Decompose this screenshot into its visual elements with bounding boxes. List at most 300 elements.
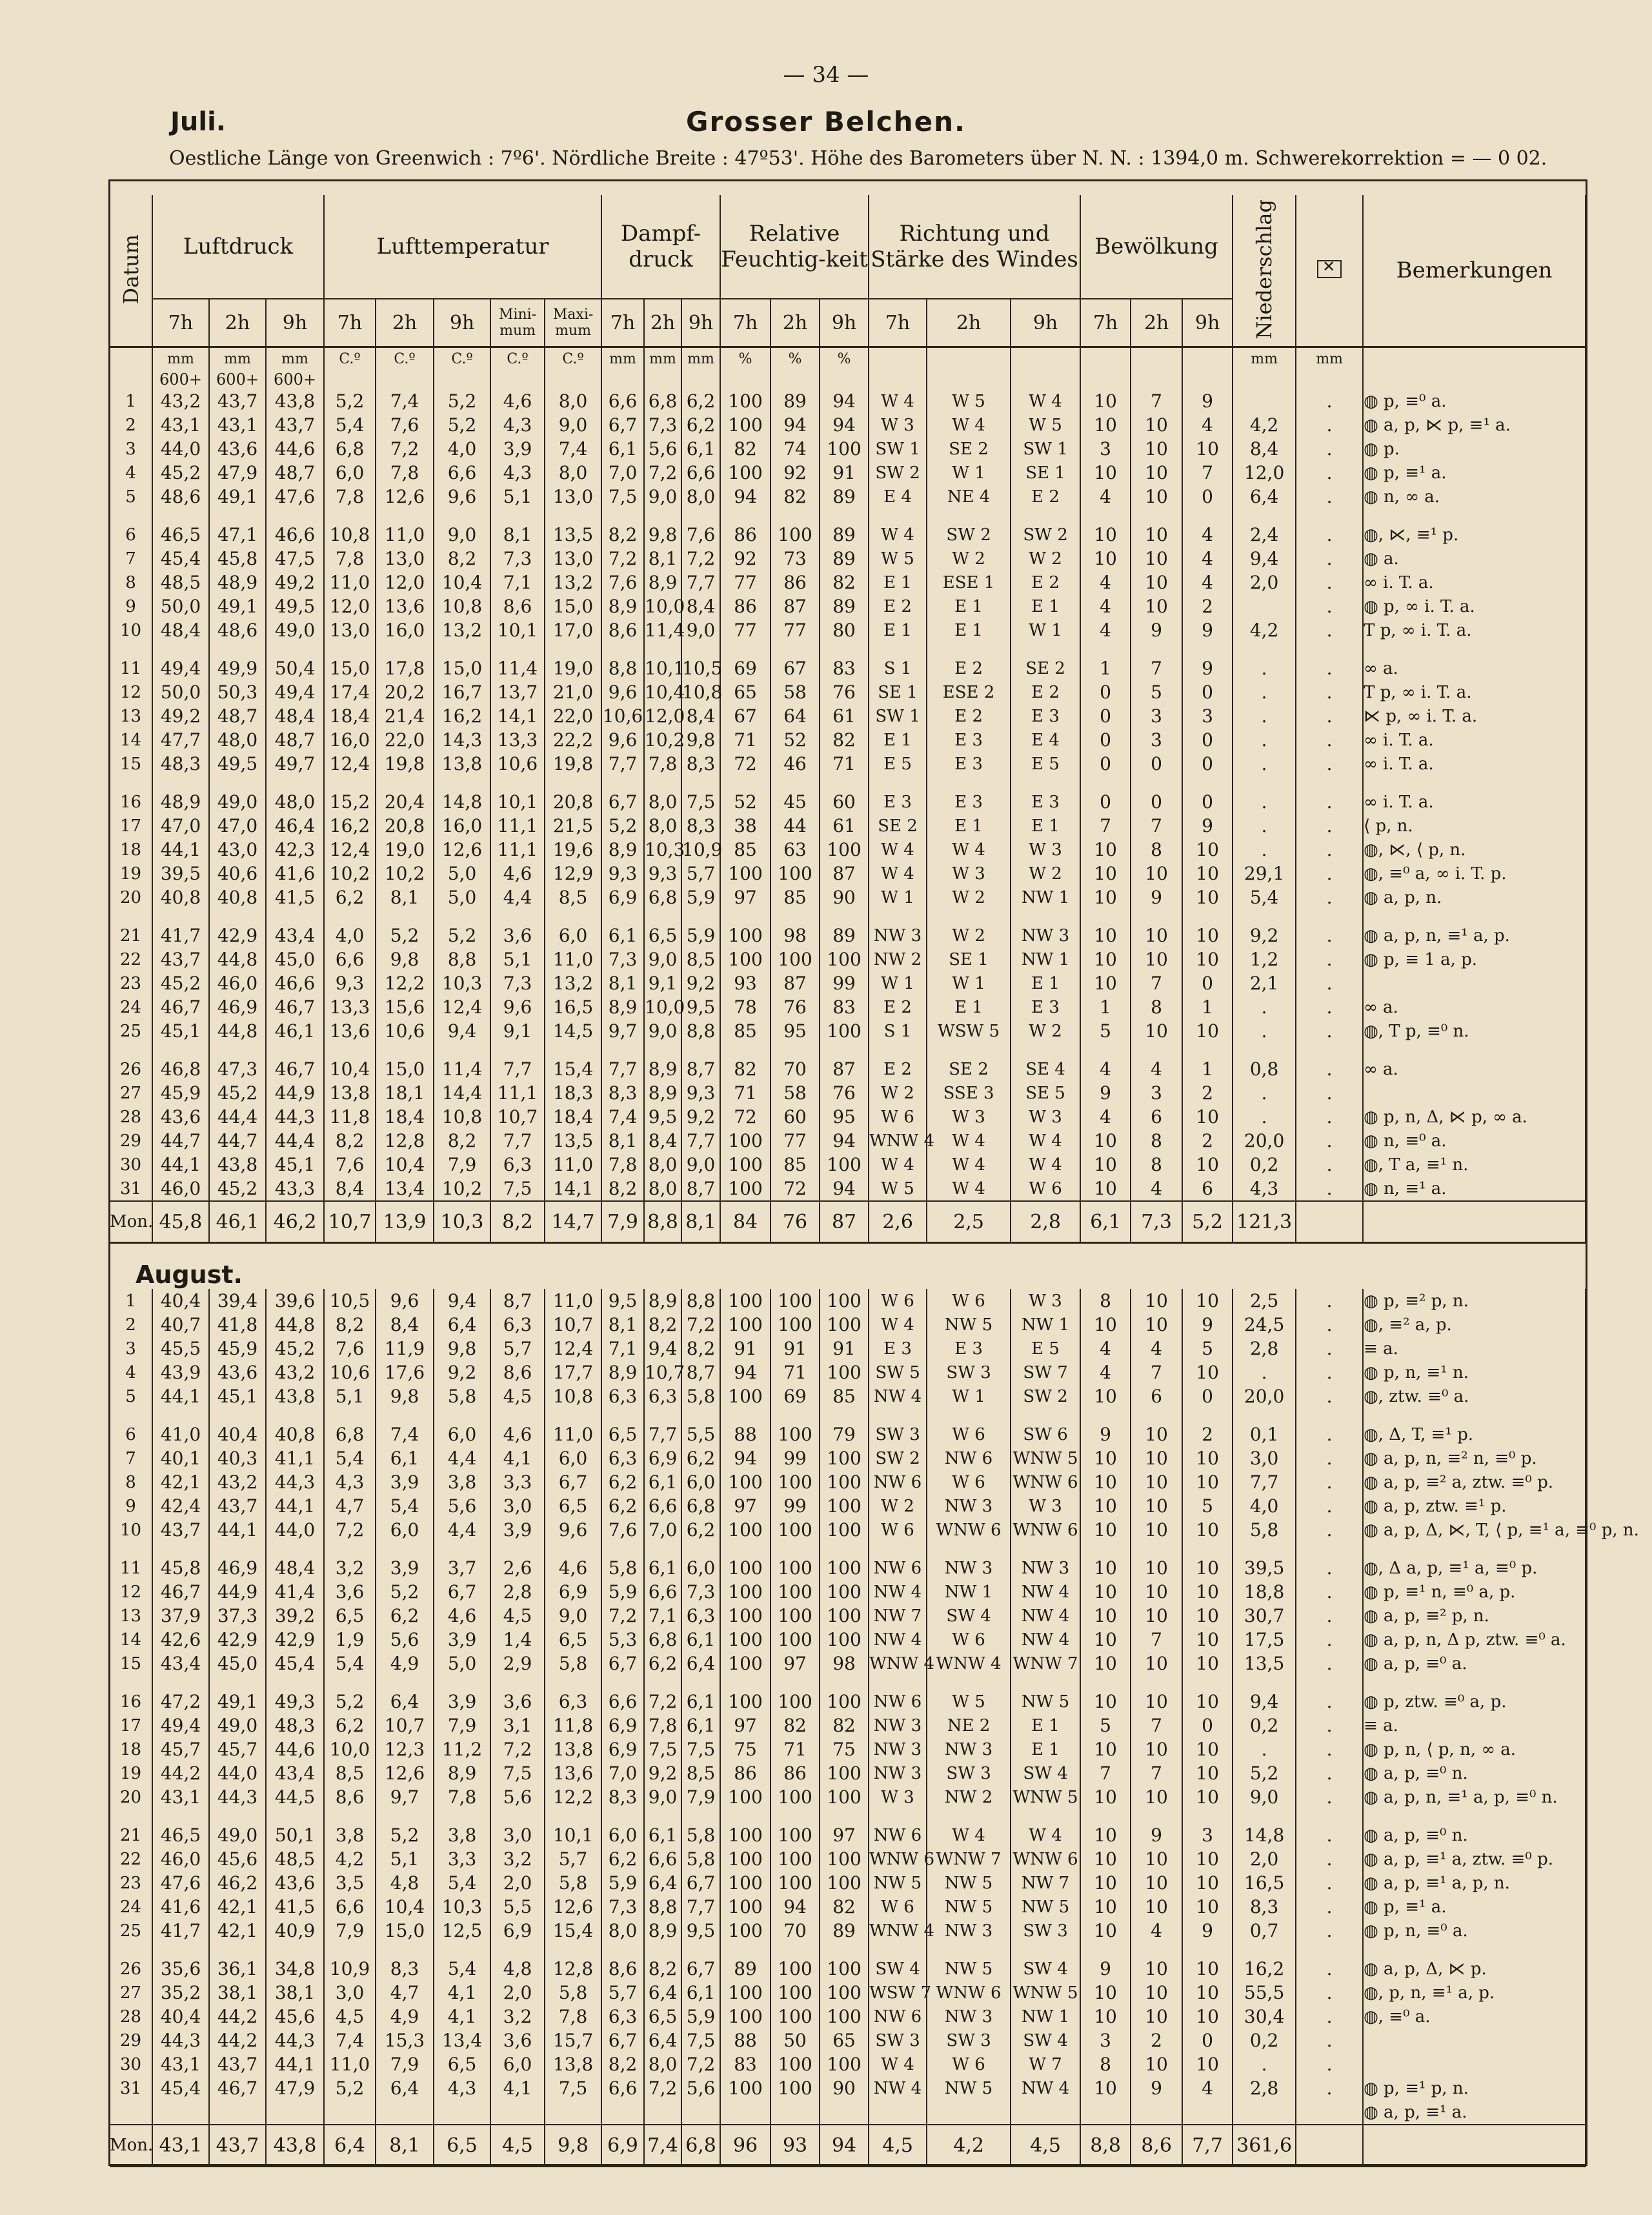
data-cell: 30	[110, 1153, 152, 1177]
gap-cell	[376, 509, 434, 523]
data-cell: 8,4	[644, 1129, 681, 1153]
data-cell: 44,1	[266, 2052, 324, 2076]
mon-empty	[1296, 1201, 1363, 1243]
data-cell: 48,0	[209, 728, 266, 752]
data-cell: 4,0	[434, 437, 490, 461]
data-cell: 6,5	[601, 1422, 644, 1446]
group-gap	[110, 909, 1586, 924]
gap-cell	[266, 1408, 324, 1422]
data-cell: 44,3	[266, 1105, 324, 1129]
data-cell: 10	[1080, 523, 1131, 547]
base-empty	[820, 370, 869, 389]
data-cell: 44,0	[209, 1761, 266, 1785]
mon-cell: 8,1	[681, 1201, 720, 1243]
data-cell: 4	[1182, 523, 1233, 547]
data-cell: 10	[1131, 1422, 1182, 1446]
data-cell: 26	[110, 1957, 152, 1981]
data-cell: 7,4	[376, 1422, 434, 1446]
table-row	[110, 885, 1586, 909]
data-cell: 5,3	[601, 1628, 644, 1652]
data-cell: 12,4	[324, 752, 376, 776]
table-row	[110, 995, 1586, 1019]
data-cell: 22,0	[545, 704, 601, 728]
gap-cell	[209, 1542, 266, 1556]
data-cell: 5,4	[1233, 885, 1296, 909]
data-cell: 90	[820, 885, 869, 909]
data-cell: W 5	[927, 389, 1011, 413]
data-cell: 10	[1182, 1153, 1233, 1177]
data-cell: NW 5	[927, 2076, 1011, 2100]
data-cell: 44,7	[152, 1129, 209, 1153]
empty-cell	[490, 2100, 545, 2125]
base-empty	[1233, 370, 1296, 389]
table-row	[110, 1129, 1586, 1153]
data-cell: NW 3	[927, 1494, 1011, 1518]
data-cell: 65	[720, 680, 771, 704]
data-cell: WNW 4	[869, 1919, 927, 1943]
data-cell: 5,5	[490, 1895, 545, 1919]
data-cell: 43,0	[209, 838, 266, 862]
data-cell: 100	[820, 1518, 869, 1542]
data-cell: E 1	[1011, 1737, 1080, 1761]
data-cell: 19	[110, 862, 152, 885]
gap-cell	[644, 1043, 681, 1057]
data-cell: W 1	[927, 1384, 1011, 1408]
data-cell: 12,6	[376, 1761, 434, 1785]
data-cell: 7,0	[601, 1761, 644, 1785]
mon-cell: 4,2	[927, 2125, 1011, 2167]
data-cell: 26	[110, 1057, 152, 1081]
data-cell: 5,8	[545, 1652, 601, 1675]
col-w9: 9h	[1011, 299, 1080, 347]
table-row	[110, 1580, 1586, 1604]
data-cell: 9,0	[681, 618, 720, 642]
data-cell: 3	[1182, 704, 1233, 728]
data-cell: SW 3	[869, 2028, 927, 2052]
empty-cell	[376, 2100, 434, 2125]
data-cell: 20,0	[1233, 1129, 1296, 1153]
data-cell: E 3	[869, 790, 927, 814]
data-cell: 43,8	[266, 389, 324, 413]
data-cell: 13	[110, 704, 152, 728]
data-cell: 45,2	[266, 1337, 324, 1360]
base-empty	[1080, 370, 1131, 389]
data-cell: 49,5	[209, 752, 266, 776]
data-cell: .	[1233, 680, 1296, 704]
data-cell: E 3	[1011, 704, 1080, 728]
data-cell: 45,7	[209, 1737, 266, 1761]
data-cell: 10	[1131, 437, 1182, 461]
data-cell: 1	[1080, 656, 1131, 680]
data-cell: 89	[820, 485, 869, 509]
data-cell: 100	[771, 2005, 820, 2028]
data-cell: 100	[820, 1580, 869, 1604]
data-cell: 0,2	[1233, 1714, 1296, 1737]
data-cell: 10	[1182, 1470, 1233, 1494]
data-cell: 12	[110, 680, 152, 704]
remark-cell: ∞ a.	[1363, 995, 1586, 1019]
data-cell: 3,1	[490, 1714, 545, 1737]
gap-cell	[681, 1675, 720, 1690]
data-cell: 8,0	[545, 461, 601, 485]
gap-cell	[771, 1043, 820, 1057]
data-cell: 5,6	[490, 1785, 545, 1809]
table-row	[110, 924, 1586, 947]
gap-cell	[1131, 909, 1182, 924]
data-cell: 4	[1131, 1337, 1182, 1360]
data-cell: .	[1296, 2028, 1363, 2052]
data-cell: 49,2	[152, 704, 209, 728]
remark-cell: ∞ i. T. a.	[1363, 752, 1586, 776]
data-cell: 13,3	[490, 728, 545, 752]
data-cell: 87	[820, 1057, 869, 1081]
table-row	[110, 656, 1586, 680]
data-cell: WNW 7	[927, 1847, 1011, 1871]
data-cell: .	[1233, 814, 1296, 838]
data-cell: 8,2	[681, 1337, 720, 1360]
data-cell: 100	[720, 1518, 771, 1542]
data-cell: 3,3	[490, 1470, 545, 1494]
data-cell: 8,3	[1233, 1895, 1296, 1919]
data-cell: 100	[720, 947, 771, 971]
data-cell: 5,8	[681, 1823, 720, 1847]
data-cell: 44,8	[209, 1019, 266, 1043]
header-feuchtigkeit: Relative Feuchtig-keit	[720, 195, 869, 299]
data-cell: 49,9	[209, 656, 266, 680]
base-empty	[1296, 370, 1363, 389]
data-cell: W 6	[1011, 1177, 1080, 1201]
gap-cell	[681, 642, 720, 656]
data-cell: 5,2	[324, 2076, 376, 2100]
data-cell: 16	[110, 1690, 152, 1714]
data-cell: 100	[820, 947, 869, 971]
data-cell: 16,5	[545, 995, 601, 1019]
base-empty	[681, 370, 720, 389]
data-cell: 94	[771, 1895, 820, 1919]
data-cell: 21	[110, 924, 152, 947]
data-cell: 10,3	[645, 839, 685, 860]
data-cell: 10	[1131, 1470, 1182, 1494]
data-cell: 6,9	[644, 1446, 681, 1470]
data-cell: 6,8	[644, 1628, 681, 1652]
data-cell: 11,8	[324, 1105, 376, 1129]
data-cell: 7,7	[681, 1129, 720, 1153]
data-cell: 46,4	[266, 814, 324, 838]
data-cell: 67	[771, 656, 820, 680]
empty-cell	[820, 2100, 869, 2125]
data-cell: 6,0	[434, 1422, 490, 1446]
gap-cell	[869, 1943, 927, 1957]
data-cell: 8,1	[601, 971, 644, 995]
data-cell: 4,8	[376, 1871, 434, 1895]
data-cell: 7,2	[681, 1313, 720, 1337]
data-cell: 8,2	[601, 2052, 644, 2076]
gap-cell	[152, 1408, 209, 1422]
data-cell: 1,2	[1233, 947, 1296, 971]
data-cell: .	[1296, 1690, 1363, 1714]
data-cell: 10,7	[545, 1313, 601, 1337]
data-cell: 9	[1080, 1422, 1131, 1446]
data-cell: 44,8	[209, 947, 266, 971]
data-cell: 15,0	[434, 656, 490, 680]
data-cell: 17,7	[545, 1360, 601, 1384]
mon-cell: 13,9	[376, 1201, 434, 1243]
data-cell: 8,9	[601, 838, 644, 862]
data-cell: 8,9	[644, 1081, 681, 1105]
data-cell: 46,1	[266, 1019, 324, 1043]
data-cell: 8	[110, 1470, 152, 1494]
data-cell: .	[1296, 1105, 1363, 1129]
data-cell: 7,6	[601, 571, 644, 594]
data-cell: 31	[110, 1177, 152, 1201]
data-cell: W 4	[927, 413, 1011, 437]
gap-cell	[266, 509, 324, 523]
data-cell: 44,1	[152, 838, 209, 862]
data-cell: 58	[771, 680, 820, 704]
data-cell: 6,1	[681, 1714, 720, 1737]
gap-cell	[266, 642, 324, 656]
gap-cell	[1182, 509, 1233, 523]
data-cell: 82	[771, 1714, 820, 1737]
data-cell: 6,6	[601, 2076, 644, 2100]
data-cell: 94	[820, 1129, 869, 1153]
data-cell: 2,0	[1233, 1847, 1296, 1871]
data-cell: 100	[820, 1313, 869, 1337]
data-cell: 100	[720, 1847, 771, 1871]
data-cell: 7	[1131, 656, 1182, 680]
data-cell: 95	[771, 1019, 820, 1043]
data-cell: 8,9	[644, 1057, 681, 1081]
data-cell: 35,2	[152, 1981, 209, 2005]
data-cell: 4,2	[324, 1847, 376, 1871]
gap-cell	[771, 1542, 820, 1556]
table-row	[110, 790, 1586, 814]
gap-cell	[720, 642, 771, 656]
data-cell: 99	[820, 971, 869, 995]
data-cell: W 5	[1011, 413, 1080, 437]
table-row	[110, 728, 1586, 752]
gap-cell	[545, 509, 601, 523]
data-cell: .	[1296, 1714, 1363, 1737]
data-cell: E 1	[927, 814, 1011, 838]
data-cell: 6,0	[490, 2052, 545, 2076]
table-row	[110, 752, 1586, 776]
data-cell: 5,7	[545, 1847, 601, 1871]
group-gap	[110, 1542, 1586, 1556]
data-cell: 45,4	[152, 547, 209, 571]
gap-cell	[209, 1408, 266, 1422]
data-cell: 10	[1131, 1580, 1182, 1604]
data-cell: 43,7	[209, 1494, 266, 1518]
gap-cell	[434, 1675, 490, 1690]
data-cell: 10	[1182, 1556, 1233, 1580]
data-cell: SE 2	[927, 437, 1011, 461]
data-cell: 40,7	[152, 1313, 209, 1337]
data-cell: 100	[771, 1847, 820, 1871]
gap-cell	[490, 909, 545, 924]
header-wind: Richtung und Stärke des Windes	[869, 195, 1080, 299]
gap-cell	[209, 776, 266, 790]
mon-cell: 4,5	[1011, 2125, 1080, 2167]
data-cell: SW 3	[869, 1422, 927, 1446]
data-cell: 6,2	[376, 1604, 434, 1628]
gap-cell	[927, 1675, 1011, 1690]
data-cell: 43,7	[152, 1518, 209, 1542]
data-cell: 2,6	[490, 1556, 545, 1580]
table-row	[110, 1153, 1586, 1177]
data-cell: 30	[110, 2052, 152, 2076]
gap-cell	[1363, 1809, 1586, 1823]
data-cell: 10,9	[682, 839, 723, 860]
remark-cell: ◍ a, p, ≡¹ a.	[1363, 2100, 1586, 2125]
gap-cell	[601, 776, 644, 790]
data-cell: 13,6	[324, 1019, 376, 1043]
remark-cell: ◍ a, p, n, Δ p, ztw. ≡⁰ a.	[1363, 1628, 1586, 1652]
data-cell: 3	[1131, 704, 1182, 728]
monthly-mean-row	[110, 1201, 1586, 1243]
data-cell: 28	[110, 2005, 152, 2028]
gap-cell	[771, 642, 820, 656]
data-cell: 43,7	[152, 947, 209, 971]
remark-cell: ◍, ⋉, ⟨ p, n.	[1363, 838, 1586, 862]
gap-cell	[376, 1408, 434, 1422]
data-cell: 10	[1182, 1446, 1233, 1470]
data-cell: W 3	[1011, 1105, 1080, 1129]
data-cell: 28	[110, 1105, 152, 1129]
data-cell: 7,7	[644, 1422, 681, 1446]
remark-cell: ◍ p, n, ≡⁰ a.	[1363, 1919, 1586, 1943]
unit-cell	[1182, 347, 1233, 370]
gap-cell	[1080, 1542, 1131, 1556]
gap-cell	[869, 1809, 927, 1823]
data-cell: .	[1296, 1446, 1363, 1470]
data-cell: 9	[110, 594, 152, 618]
gap-cell	[324, 1943, 376, 1957]
empty-cell	[152, 2100, 209, 2125]
data-cell: 71	[720, 1081, 771, 1105]
data-cell: 86	[720, 523, 771, 547]
data-cell: 46,2	[209, 1871, 266, 1895]
data-cell: 4	[110, 1360, 152, 1384]
data-cell: 14,4	[434, 1081, 490, 1105]
data-cell: 44,1	[152, 1384, 209, 1408]
table-row	[110, 838, 1586, 862]
data-cell: SW 1	[869, 704, 927, 728]
data-cell: SW 2	[927, 523, 1011, 547]
data-cell: 100	[720, 1177, 771, 1201]
remark-cell: ◍, Δ, T, ≡¹ p.	[1363, 1422, 1586, 1446]
data-cell: 48,0	[266, 790, 324, 814]
data-cell: 25	[110, 1919, 152, 1943]
data-cell: 6	[1182, 1177, 1233, 1201]
data-cell: 46,8	[152, 1057, 209, 1081]
data-cell: 40,3	[209, 1446, 266, 1470]
unit-cell	[1363, 347, 1586, 370]
data-cell: 49,7	[266, 752, 324, 776]
gap-cell	[1182, 1675, 1233, 1690]
data-cell: 8,2	[601, 1177, 644, 1201]
data-cell: 100	[771, 1871, 820, 1895]
data-cell: 10	[1182, 1360, 1233, 1384]
data-cell: 10	[110, 618, 152, 642]
data-cell: 7	[110, 547, 152, 571]
data-cell: 39,6	[266, 1289, 324, 1313]
gap-cell	[1080, 1809, 1131, 1823]
data-cell: 94	[771, 413, 820, 437]
data-cell: 9,6	[601, 680, 644, 704]
data-cell: 46,6	[266, 523, 324, 547]
data-cell: 2,0	[490, 1871, 545, 1895]
remark-cell	[1363, 971, 1586, 995]
data-cell: 43,7	[209, 2052, 266, 2076]
data-cell: W 4	[1011, 1823, 1080, 1847]
data-cell: 100	[771, 1785, 820, 1809]
data-cell: 3,6	[324, 1580, 376, 1604]
gap-cell	[490, 1408, 545, 1422]
data-cell: 49,1	[209, 1690, 266, 1714]
data-cell: NW 3	[869, 924, 927, 947]
data-cell: 100	[820, 1761, 869, 1785]
gap-cell	[1131, 1809, 1182, 1823]
base-datum	[110, 370, 152, 389]
data-cell: .	[1296, 2005, 1363, 2028]
data-cell: 10,1	[490, 790, 545, 814]
data-cell: 72	[720, 1105, 771, 1129]
data-cell: 4	[110, 461, 152, 485]
remark-cell: ◍, p, n, ≡¹ a, p.	[1363, 1981, 1586, 2005]
data-cell: 8,9	[601, 594, 644, 618]
data-cell: 47,9	[209, 461, 266, 485]
data-cell: 10,8	[434, 1105, 490, 1129]
data-cell: 9,5	[681, 1919, 720, 1943]
data-cell: 9,6	[490, 995, 545, 1019]
data-cell: 0,8	[1233, 1057, 1296, 1081]
gap-cell	[927, 509, 1011, 523]
gap-cell	[434, 909, 490, 924]
data-cell: 12,2	[545, 1785, 601, 1809]
table-row	[110, 1847, 1586, 1871]
data-cell: E 2	[869, 1057, 927, 1081]
data-cell: 6,0	[545, 924, 601, 947]
data-cell: .	[1233, 995, 1296, 1019]
data-cell: 2	[1182, 1081, 1233, 1105]
data-cell: 10	[1080, 1871, 1131, 1895]
data-cell: 48,4	[152, 618, 209, 642]
data-cell: 47,0	[152, 814, 209, 838]
data-cell: 8,3	[376, 1957, 434, 1981]
data-cell: 92	[771, 461, 820, 485]
data-cell: 3,8	[434, 1823, 490, 1847]
data-cell: W 6	[927, 1470, 1011, 1494]
gap-cell	[601, 1809, 644, 1823]
data-cell: 46,7	[152, 1580, 209, 1604]
gap-cell	[601, 1675, 644, 1690]
remark-cell: T p, ∞ i. T. a.	[1363, 618, 1586, 642]
gap-cell	[1080, 909, 1131, 924]
gap-cell	[1363, 1043, 1586, 1057]
data-cell: 4,1	[490, 1446, 545, 1470]
unit-cell	[1080, 347, 1131, 370]
gap-cell	[376, 1043, 434, 1057]
data-cell: 2	[1182, 594, 1233, 618]
gap-cell	[152, 1542, 209, 1556]
header-niederschlag: Niederschlag	[1233, 195, 1296, 347]
data-cell: 13,8	[545, 1737, 601, 1761]
gap-cell	[1011, 1408, 1080, 1422]
data-cell: W 1	[927, 461, 1011, 485]
data-cell: .	[1296, 1761, 1363, 1785]
remark-cell: ◍ p, n, Δ, ⋉ p, ∞ a.	[1363, 1105, 1586, 1129]
